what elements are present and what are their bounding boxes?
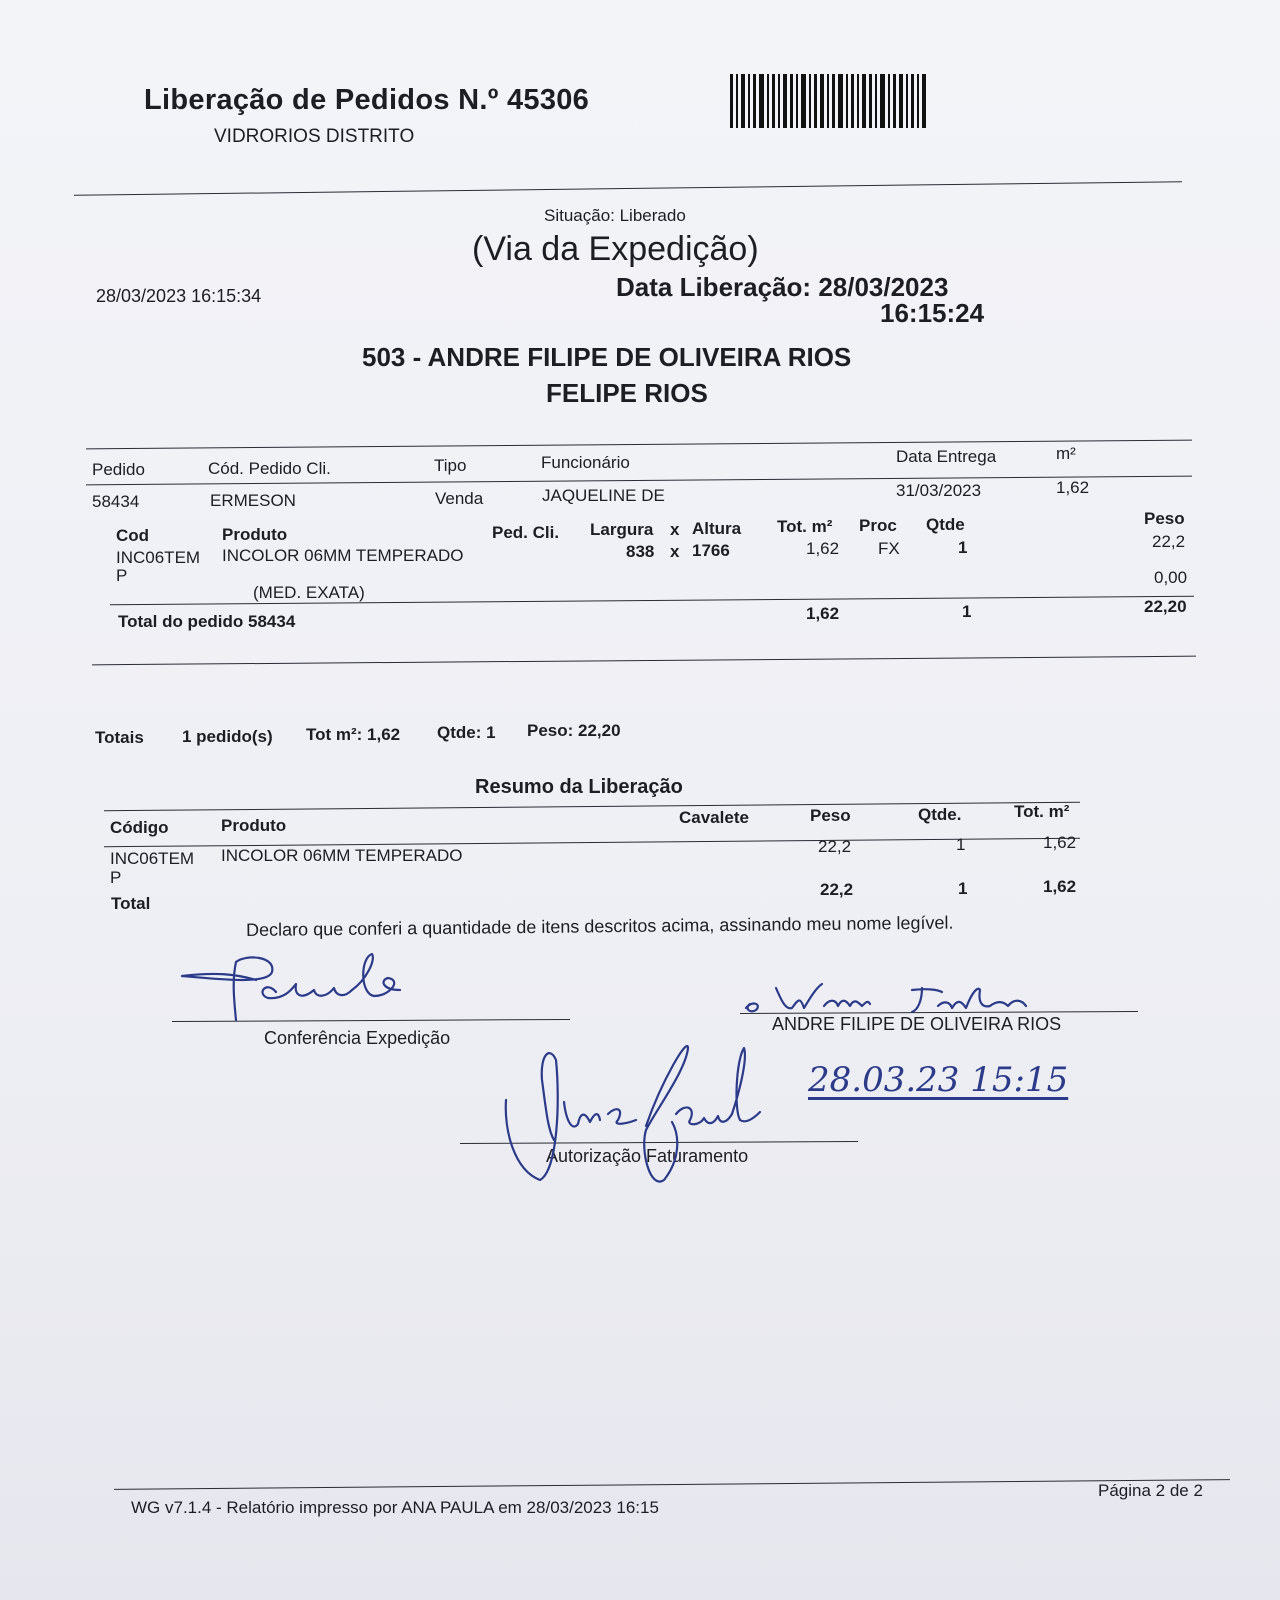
item-header-largura: Largura [590, 520, 654, 539]
summary-total-label: Total [111, 894, 151, 913]
item-produto: INCOLOR 06MM TEMPERADO [222, 546, 464, 565]
release-time: 16:15:24 [880, 298, 985, 328]
status-text: Situação: Liberado [544, 206, 686, 225]
summary-produto: INCOLOR 06MM TEMPERADO [221, 846, 463, 865]
item-header-cod: Cod [116, 526, 150, 545]
via-label: (Via da Expedição) [472, 230, 759, 268]
item-header-produto: Produto [222, 525, 288, 544]
header-data-entrega: Data Entrega [896, 447, 997, 466]
item-cod-line2: P [116, 566, 128, 585]
summary-total-tot-m2: 1,62 [1043, 877, 1077, 896]
item-proc: FX [878, 539, 900, 558]
summary-header-tot-m2: Tot. m² [1014, 802, 1070, 821]
totals-pedidos: 1 pedido(s) [182, 727, 273, 746]
header-funcionario: Funcionário [541, 453, 630, 472]
order-total-qtde: 1 [962, 602, 972, 621]
item-header-qtde: Qtde [926, 515, 965, 534]
item-header-peso: Peso [1144, 509, 1185, 528]
item-x: x [670, 542, 680, 561]
item-peso2: 0,00 [1154, 568, 1188, 587]
order-m2: 1,62 [1056, 478, 1090, 497]
footer-rule [114, 1479, 1230, 1490]
header-tipo: Tipo [434, 456, 467, 475]
item-header-altura: Altura [692, 519, 742, 538]
declaration-text: Declaro que conferi a quantidade de itens descritos acima, assinando meu nome legível. [246, 912, 954, 940]
item-header-proc: Proc [859, 516, 897, 535]
item-peso: 22,2 [1152, 532, 1186, 551]
customer-alias: FELIPE RIOS [546, 378, 708, 408]
totals-label: Totais [95, 728, 144, 747]
customer-signature-icon [742, 978, 1042, 1022]
release-date: 28/03/2023 [818, 272, 949, 302]
item-header-x: x [670, 520, 680, 539]
order-data-entrega: 31/03/2023 [896, 481, 982, 500]
item-altura: 1766 [692, 541, 730, 560]
printed-datetime: 28/03/2023 16:15:34 [96, 286, 262, 306]
summary-title: Resumo da Liberação [475, 776, 683, 798]
order-funcionario: JAQUELINE DE [542, 486, 665, 505]
order-table-top-rule [86, 440, 1192, 450]
summary-codigo-line2: P [110, 868, 122, 887]
order-total-label: Total do pedido 58434 [118, 612, 296, 631]
item-cod-line1: INC06TEM [116, 548, 201, 567]
header-m2: m² [1056, 444, 1076, 463]
summary-codigo-line1: INC06TEM [110, 849, 195, 868]
summary-tot-m2: 1,62 [1043, 833, 1077, 852]
footer-page-number: Página 2 de 2 [1098, 1481, 1203, 1500]
order-table-bottom-rule [92, 656, 1196, 666]
order-cod-pedido-cli: ERMESON [210, 491, 296, 510]
item-header-ped-cli: Ped. Cli. [492, 523, 560, 542]
item-header-tot-m2: Tot. m² [777, 517, 833, 536]
customer-signature-name: ANDRE FILIPE DE OLIVEIRA RIOS [772, 1014, 1062, 1034]
summary-header-peso: Peso [810, 806, 851, 825]
summary-total-qtde: 1 [958, 879, 968, 898]
summary-peso: 22,2 [818, 837, 852, 856]
item-qtde: 1 [958, 538, 968, 557]
document-title: Liberação de Pedidos N.º 45306 [144, 84, 590, 116]
summary-header-cavalete: Cavalete [679, 808, 749, 827]
header-cod-pedido-cli: Cód. Pedido Cli. [208, 459, 331, 478]
autorizacao-signature-icon [500, 1040, 800, 1190]
conferencia-signature-icon [176, 950, 476, 1030]
summary-header-qtde: Qtde. [918, 805, 962, 824]
company-name: VIDRORIOS DISTRITO [214, 126, 415, 147]
footer-printed-by: WG v7.1.4 - Relatório impresso por ANA PAULA em 28/03/2023 16:15 [131, 1498, 659, 1517]
autorizacao-label: Autorização Faturamento [546, 1146, 749, 1166]
totals-qtde: Qtde: 1 [437, 723, 496, 742]
header-pedido: Pedido [92, 460, 145, 479]
order-tipo: Venda [435, 489, 484, 508]
totals-tot-m2: Tot m²: 1,62 [306, 725, 401, 744]
header-divider [74, 181, 1182, 196]
order-total-peso: 22,20 [1144, 597, 1187, 616]
customer-name: 503 - ANDRE FILIPE DE OLIVEIRA RIOS [362, 342, 852, 372]
totals-peso: Peso: 22,20 [527, 721, 621, 740]
order-pedido: 58434 [92, 492, 140, 511]
summary-total-peso: 22,2 [820, 880, 854, 899]
barcode-icon [730, 74, 926, 128]
summary-header-codigo: Código [110, 818, 169, 837]
summary-header-produto: Produto [221, 816, 287, 835]
release-label: Data Liberação: [616, 272, 812, 302]
summary-qtde: 1 [956, 835, 966, 854]
item-tot-m2: 1,62 [806, 539, 840, 558]
item-note: (MED. EXATA) [253, 583, 365, 602]
order-total-tot-m2: 1,62 [806, 604, 840, 623]
item-largura: 838 [626, 542, 655, 561]
handwritten-datetime: 28.03.23 15:15 [808, 1060, 1069, 1100]
conferencia-label: Conferência Expedição [264, 1028, 451, 1048]
